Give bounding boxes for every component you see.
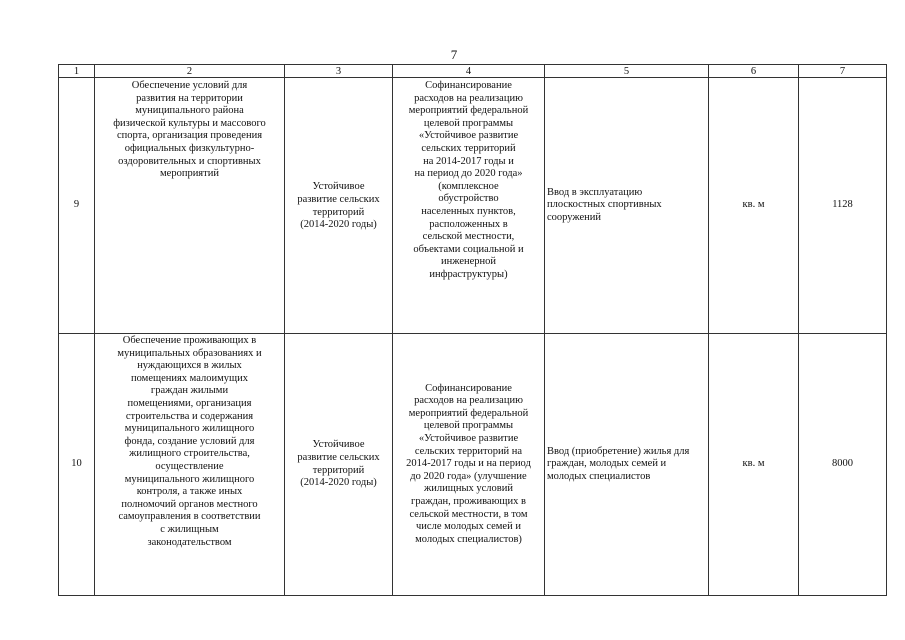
indicator-cell	[545, 334, 709, 596]
page-number: 7	[450, 47, 458, 62]
measure-text: Обеспечение проживающих в муниципальных образованиях и нуждающихся в жилых помещениях малоимущих граждан жилыми помещениями, организация строительства и содержания муниципального жилищного фонда, создание условий для жилищного строительства, осуществление муниципального жилищного контроля, а также иных полномочий органов местного самоуправления в соответствии с жилищным законодательством	[117, 335, 262, 548]
activity-cell	[393, 334, 545, 596]
header-col-2: 2	[95, 65, 285, 78]
activity-text: Софинансирование расходов на реализацию мероприятий федеральной целевой программы «Устойчивое развитие сельских территорий на 2014-2017 годы и на период до 2020 года» (комплексное обустройство населенных пунктов, расположенных в сельской местности, объектами социальной и инженерной инфраструктуры)	[408, 80, 529, 280]
header-col-6: 6	[709, 65, 799, 78]
value-cell: 8000	[799, 334, 887, 596]
program-cell	[285, 78, 393, 334]
table-row	[59, 334, 887, 596]
program-cell	[285, 334, 393, 596]
value-cell: 1128	[799, 78, 887, 334]
header-col-1: 1	[59, 65, 95, 78]
program-text: Устойчивое развитие сельских территорий (2014-2020 годы)	[297, 181, 380, 231]
measures-table	[58, 64, 887, 596]
program-text: Устойчивое развитие сельских территорий (2014-2020 годы)	[297, 439, 380, 489]
header-row	[59, 65, 887, 78]
measure-cell	[95, 334, 285, 596]
header-col-5: 5	[545, 65, 709, 78]
unit-cell: кв. м	[709, 334, 799, 596]
activity-text: Софинансирование расходов на реализацию мероприятий федеральной целевой программы «Устойчивое развитие сельских территорий на 2014-2017 годы и на период до 2020 года» (улучшение жилищных условий граждан, проживающих в сельской местности, в том числе молодых семей и молодых специалистов)	[406, 382, 531, 545]
header-col-3: 3	[285, 65, 393, 78]
table-row	[59, 78, 887, 334]
measure-text: Обеспечение условий для развития на территории муниципального района физической культуры и массового спорта, организация проведения официальных физкультурно- оздоровительных и спортивных мероприятий	[113, 80, 266, 180]
measure-cell	[95, 78, 285, 334]
activity-cell	[393, 78, 545, 334]
indicator-cell	[545, 78, 709, 334]
header-col-7: 7	[799, 65, 887, 78]
row-number: 10	[59, 334, 95, 596]
indicator-text: Ввод (приобретение) жилья для граждан, молодых семей и молодых специалистов	[547, 445, 690, 482]
row-number: 9	[59, 78, 95, 334]
unit-cell: кв. м	[709, 78, 799, 334]
header-col-4: 4	[393, 65, 545, 78]
indicator-text: Ввод в эксплуатацию плоскостных спортивных сооружений	[547, 186, 662, 223]
